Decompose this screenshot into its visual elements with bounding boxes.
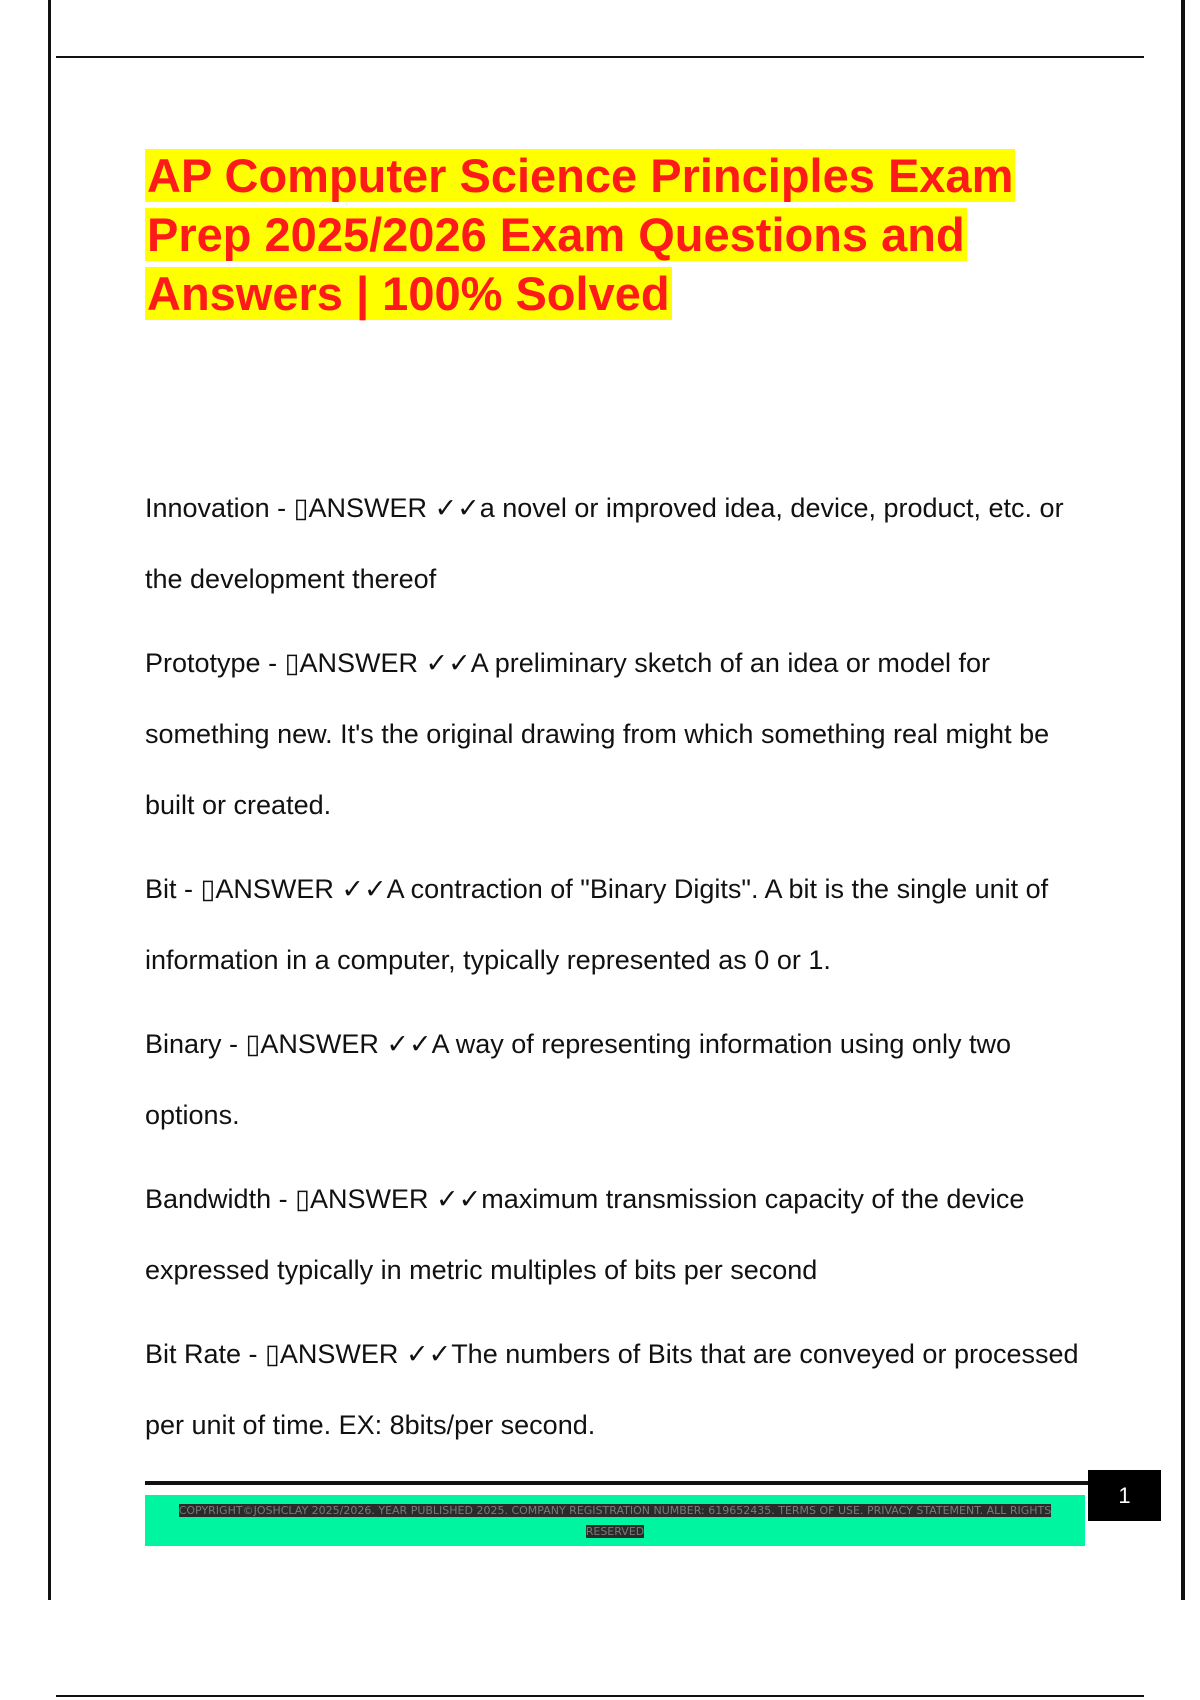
double-check-icon: ✓✓	[386, 1029, 432, 1059]
entry-separator: -	[271, 1184, 296, 1214]
entry-separator: -	[260, 648, 285, 678]
title-line-3: Answers | 100% Solved	[147, 267, 670, 320]
footer-band	[145, 1495, 1085, 1546]
answer-label: ANSWER	[260, 1029, 379, 1059]
double-check-icon: ✓✓	[341, 874, 387, 904]
qa-entry-innovation	[145, 473, 1085, 615]
title-text	[145, 149, 1015, 320]
qa-list	[145, 473, 1085, 1474]
page-right-border	[1181, 0, 1185, 1600]
answer-label: ANSWER	[279, 1339, 399, 1369]
entry-definition: maximum transmission capacity of the device expressed typically in metric multiples of bits per second	[145, 1184, 1025, 1285]
entry-separator: -	[176, 874, 201, 904]
entry-separator: -	[221, 1029, 246, 1059]
double-check-icon: ✓✓	[425, 648, 471, 678]
qa-entry-prototype	[145, 628, 1085, 841]
entry-term: Bandwidth	[145, 1184, 272, 1214]
entry-term: Binary	[145, 1029, 222, 1059]
page-number: 1	[1088, 1470, 1161, 1521]
answer-label: ANSWER	[309, 1184, 429, 1214]
answer-label: ANSWER	[299, 648, 418, 678]
double-check-icon: ✓✓	[434, 493, 480, 523]
title-line-2: Prep 2025/2026 Exam Questions and	[147, 208, 965, 261]
footer-copyright	[175, 1500, 1055, 1542]
page-left-border	[48, 0, 51, 1600]
missing-glyph-icon: ▯	[284, 648, 300, 678]
entry-separator: -	[269, 493, 294, 523]
header-rule	[56, 56, 1144, 58]
answer-label: ANSWER	[215, 874, 334, 904]
missing-glyph-icon: ▯	[265, 1339, 280, 1369]
entry-definition: A contraction of "Binary Digits". A bit is the single unit of information in a computer, typically represented as 0 or 1.	[145, 874, 1049, 975]
entry-term: Bit	[145, 874, 177, 904]
entry-term: Bit Rate	[145, 1339, 242, 1369]
double-check-icon: ✓✓	[435, 1184, 482, 1214]
missing-glyph-icon: ▯	[293, 493, 309, 523]
double-check-icon: ✓✓	[405, 1339, 452, 1369]
footer-rule	[145, 1481, 1090, 1485]
entry-separator: -	[241, 1339, 266, 1369]
entry-term: Innovation	[145, 493, 270, 523]
missing-glyph-icon: ▯	[200, 874, 216, 904]
entry-definition: The numbers of Bits that are conveyed or processed per unit of time. EX: 8bits/per second.	[145, 1339, 1079, 1440]
entry-definition: A way of representing information using only two options.	[145, 1029, 1011, 1130]
document-title	[145, 146, 1085, 323]
qa-entry-bandwidth	[145, 1164, 1085, 1306]
entry-definition: a novel or improved idea, device, product, etc. or the development thereof	[145, 493, 1064, 594]
qa-entry-bit-rate	[145, 1319, 1085, 1461]
qa-entry-binary	[145, 1009, 1085, 1151]
copyright-text: COPYRIGHT©JOSHCLAY 2025/2026. YEAR PUBLISHED 2025. COMPANY REGISTRATION NUMBER: 619652435. TERMS OF USE. PRIVACY STATEMENT. ALL RIGHTS RESERVED	[178, 1503, 1052, 1538]
missing-glyph-icon: ▯	[295, 1184, 310, 1214]
entry-term: Prototype	[145, 648, 261, 678]
missing-glyph-icon: ▯	[245, 1029, 261, 1059]
entry-definition: A preliminary sketch of an idea or model for something new. It's the original drawing from which something real might be built or created.	[145, 648, 1050, 820]
next-page-rule	[56, 1695, 1144, 1697]
answer-label: ANSWER	[308, 493, 427, 523]
qa-entry-bit	[145, 854, 1085, 996]
title-line-1: AP Computer Science Principles Exam	[147, 149, 1014, 202]
